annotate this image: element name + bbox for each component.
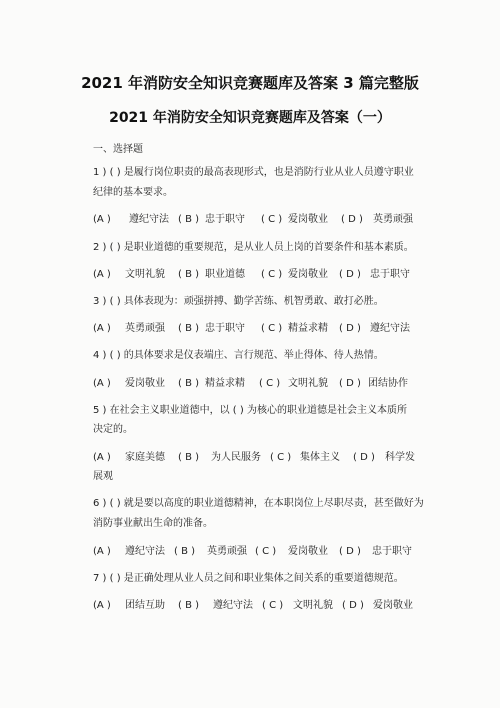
option-b-label: ( B ) <box>178 378 200 389</box>
option-b-label: ( B ) <box>178 600 200 611</box>
option-b-text: 职业道德 <box>205 269 245 280</box>
option-d-label: ( D ) <box>339 269 361 280</box>
question-5-text-cont: 决定的。 <box>93 424 133 435</box>
option-c-text: 爱岗敬业 <box>288 546 328 557</box>
option-a-text: 文明礼貌 <box>125 269 165 280</box>
option-c-label: ( C ) <box>270 452 292 463</box>
option-c-text: 文明礼貌 <box>288 378 328 389</box>
option-c-text: 精益求精 <box>288 323 328 334</box>
option-d-label: ( D ) <box>353 452 375 463</box>
option-b-text: 忠于职守 <box>205 323 245 334</box>
option-b-label: ( B ) <box>174 546 196 557</box>
question-6-text: 6 ) ( ) 就是要以高度的职业道德精神，在本职岗位上尽职尽责，甚至做好为 <box>93 498 424 509</box>
option-a-label: (A ) <box>93 214 111 225</box>
question-1-text: 1 ) ( ) 是履行岗位职责的最高表现形式，也是消防行业从业人员遵守职业 <box>93 167 414 178</box>
question-6-text-cont: 消防事业献出生命的准备。 <box>93 518 213 529</box>
option-d-text: 忠于职守 <box>370 269 410 280</box>
option-d-text: 忠于职守 <box>372 546 412 557</box>
option-c-text: 集体主义 <box>300 452 340 463</box>
option-a-label: (A ) <box>93 600 111 611</box>
option-c-text: 爱岗敬业 <box>288 214 328 225</box>
option-d-label: ( D ) <box>339 323 361 334</box>
option-d-label: ( D ) <box>342 600 364 611</box>
option-c-text: 文明礼貌 <box>293 600 333 611</box>
option-b-text: 忠于职守 <box>205 214 245 225</box>
option-b-text: 遵纪守法 <box>213 600 253 611</box>
option-c-text: 爱岗敬业 <box>288 269 328 280</box>
option-a-label: (A ) <box>93 269 111 280</box>
option-b-label: ( B ) <box>178 269 200 280</box>
option-b-label: ( B ) <box>178 452 200 463</box>
option-c-label: ( C ) <box>255 546 277 557</box>
option-a-label: (A ) <box>93 378 111 389</box>
section-heading: 一、选择题 <box>93 144 143 155</box>
document-title: 2021 年消防安全知识竞赛题库及答案 3 篇完整版 <box>81 74 419 92</box>
question-3-text: 3 ) ( ) 具体表现为：顽强拼搏、勤学苦练、机智勇敢、敢打必胜。 <box>93 296 384 307</box>
option-b-label: ( B ) <box>178 323 200 334</box>
option-a-text: 家庭美德 <box>125 452 165 463</box>
option-a-text: 爱岗敬业 <box>125 378 165 389</box>
option-a-text: 团结互助 <box>125 600 165 611</box>
option-d-label: ( D ) <box>341 214 363 225</box>
question-5-option-d-cont: 展观 <box>93 471 113 482</box>
question-1-text-cont: 纪律的基本要求。 <box>93 187 173 198</box>
option-d-text: 科学发 <box>385 452 415 463</box>
option-c-label: ( C ) <box>259 378 281 389</box>
option-a-text: 英勇顽强 <box>125 323 165 334</box>
option-b-text: 精益求精 <box>205 378 245 389</box>
option-c-label: ( C ) <box>262 600 284 611</box>
question-7-text: 7 ) ( ) 是正确处理从业人员之间和职业集体之间关系的重要道德规范。 <box>93 573 404 584</box>
option-b-label: ( B ) <box>178 214 200 225</box>
option-a-text: 遵纪守法 <box>129 214 169 225</box>
option-a-label: (A ) <box>93 323 111 334</box>
option-b-text: 英勇顽强 <box>207 546 247 557</box>
option-d-label: ( D ) <box>339 378 361 389</box>
question-2-text: 2 ) ( ) 是职业道德的重要规范，是从业人员上岗的首要条件和基本素质。 <box>93 242 414 253</box>
option-d-text: 团结协作 <box>368 378 408 389</box>
option-c-label: ( C ) <box>261 269 283 280</box>
option-b-text: 为人民服务 <box>211 452 261 463</box>
option-a-text: 遵纪守法 <box>125 546 165 557</box>
question-4-text: 4 ) ( ) 的具体要求是仪表端庄、言行规范、举止得体、待人热情。 <box>93 350 384 361</box>
option-c-label: ( C ) <box>261 323 283 334</box>
option-d-text: 英勇顽强 <box>373 214 413 225</box>
option-d-text: 遵纪守法 <box>370 323 410 334</box>
option-d-label: ( D ) <box>339 546 361 557</box>
option-a-label: (A ) <box>93 546 111 557</box>
option-a-label: (A ) <box>93 452 111 463</box>
option-d-text: 爱岗敬业 <box>373 600 413 611</box>
document-subtitle: 2021 年消防安全知识竞赛题库及答案（一） <box>109 110 391 126</box>
question-5-text: 5 ) 在社会主义职业道德中，以 ( ) 为核心的职业道德是社会主义本质所 <box>93 405 407 416</box>
option-c-label: ( C ) <box>261 214 283 225</box>
